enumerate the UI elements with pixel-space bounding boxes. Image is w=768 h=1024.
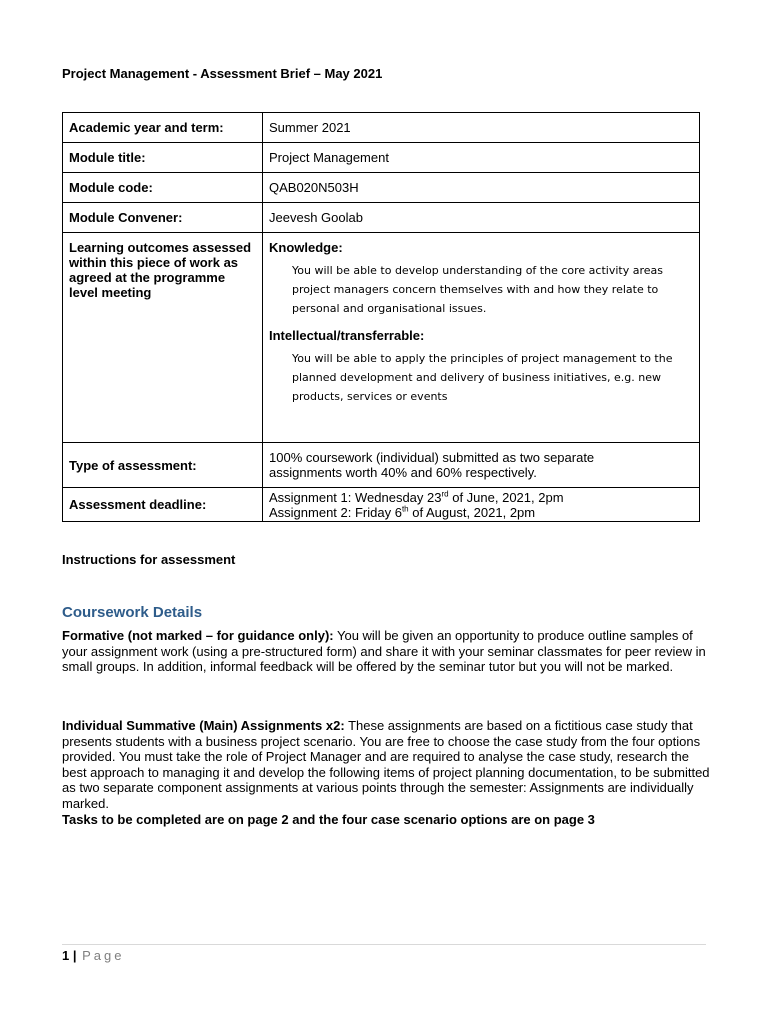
tasks-note: Tasks to be completed are on page 2 and the four case scenario options are on page 3 <box>62 812 595 827</box>
assessment-type-label: Type of assessment: <box>63 443 263 488</box>
summative-text: These assignments are based on a fictitious case study that presents students with a business project scenario. You are free to choose the case study from the four options provided. You must take the role of Project Manager and are required to analyse the case study, research the best approach to managing it and develop the following items of project planning documentation, to be submitted as two separate component assignments at various points through the semester: Assignments are individually marked. <box>62 718 710 811</box>
coursework-heading: Coursework Details <box>62 604 203 621</box>
assignment-2-deadline: Assignment 2: Friday 6th of August, 2021, 2pm <box>269 504 536 520</box>
knowledge-heading: Knowledge: <box>269 240 343 255</box>
assessment-details-table <box>62 112 700 522</box>
intellectual-text: You will be able to apply the principles of project management to the planned development and delivery of business initiatives, e.g. new products, services or events <box>292 352 673 403</box>
module-code-label: Module code: <box>63 173 263 203</box>
module-title-value: Project Management <box>263 143 700 173</box>
page-label: Page <box>82 948 125 963</box>
table-row <box>63 173 700 203</box>
instructions-heading: Instructions for assessment <box>62 552 236 567</box>
page-title: Project Management - Assessment Brief – May 2021 <box>62 66 383 81</box>
table-row <box>63 488 700 522</box>
table-row <box>63 233 700 443</box>
module-code-value: QAB020N503H <box>263 173 700 203</box>
footer-divider <box>62 944 706 945</box>
formative-paragraph <box>62 628 710 675</box>
academic-year-value: Summer 2021 <box>263 113 700 143</box>
learning-outcomes-label: Learning outcomes assessed within this piece of work as agreed at the programme level meeting <box>63 233 263 443</box>
table-row <box>63 203 700 233</box>
formative-text: You will be given an opportunity to produce outline samples of your assignment work (using a pre-structured form) and share it with your seminar classmates for peer review in small groups. In addition, informal feedback will be offered by the seminar tutor but you will not be marked. <box>62 628 706 674</box>
assignment-1-deadline: Assignment 1: Wednesday 23rd of June, 2021, 2pm <box>269 489 564 505</box>
table-row <box>63 143 700 173</box>
knowledge-text: You will be able to develop understanding of the core activity areas project managers concern themselves with and how they relate to personal and organisational issues. <box>292 264 663 315</box>
assessment-type-line: 100% coursework (individual) submitted as two separate <box>269 450 595 465</box>
summative-label: Individual Summative (Main) Assignments x2: <box>62 718 345 733</box>
assessment-type-line: assignments worth 40% and 60% respectively. <box>269 465 537 480</box>
intellectual-heading: Intellectual/transferrable: <box>269 328 425 343</box>
assessment-deadline-label: Assessment deadline: <box>63 488 263 522</box>
summative-paragraph <box>62 718 710 811</box>
page-number: 1 <box>62 948 70 963</box>
module-convener-value: Jeevesh Goolab <box>263 203 700 233</box>
module-title-label: Module title: <box>63 143 263 173</box>
learning-outcomes-cell <box>263 233 700 443</box>
formative-label: Formative (not marked – for guidance only): <box>62 628 334 643</box>
table-row <box>63 443 700 488</box>
assessment-type-value <box>263 443 700 488</box>
module-convener-label: Module Convener: <box>63 203 263 233</box>
assessment-deadline-value <box>263 488 700 522</box>
footer-separator: | <box>72 948 77 963</box>
page-footer <box>62 948 125 963</box>
table-row <box>63 113 700 143</box>
academic-year-label: Academic year and term: <box>63 113 263 143</box>
